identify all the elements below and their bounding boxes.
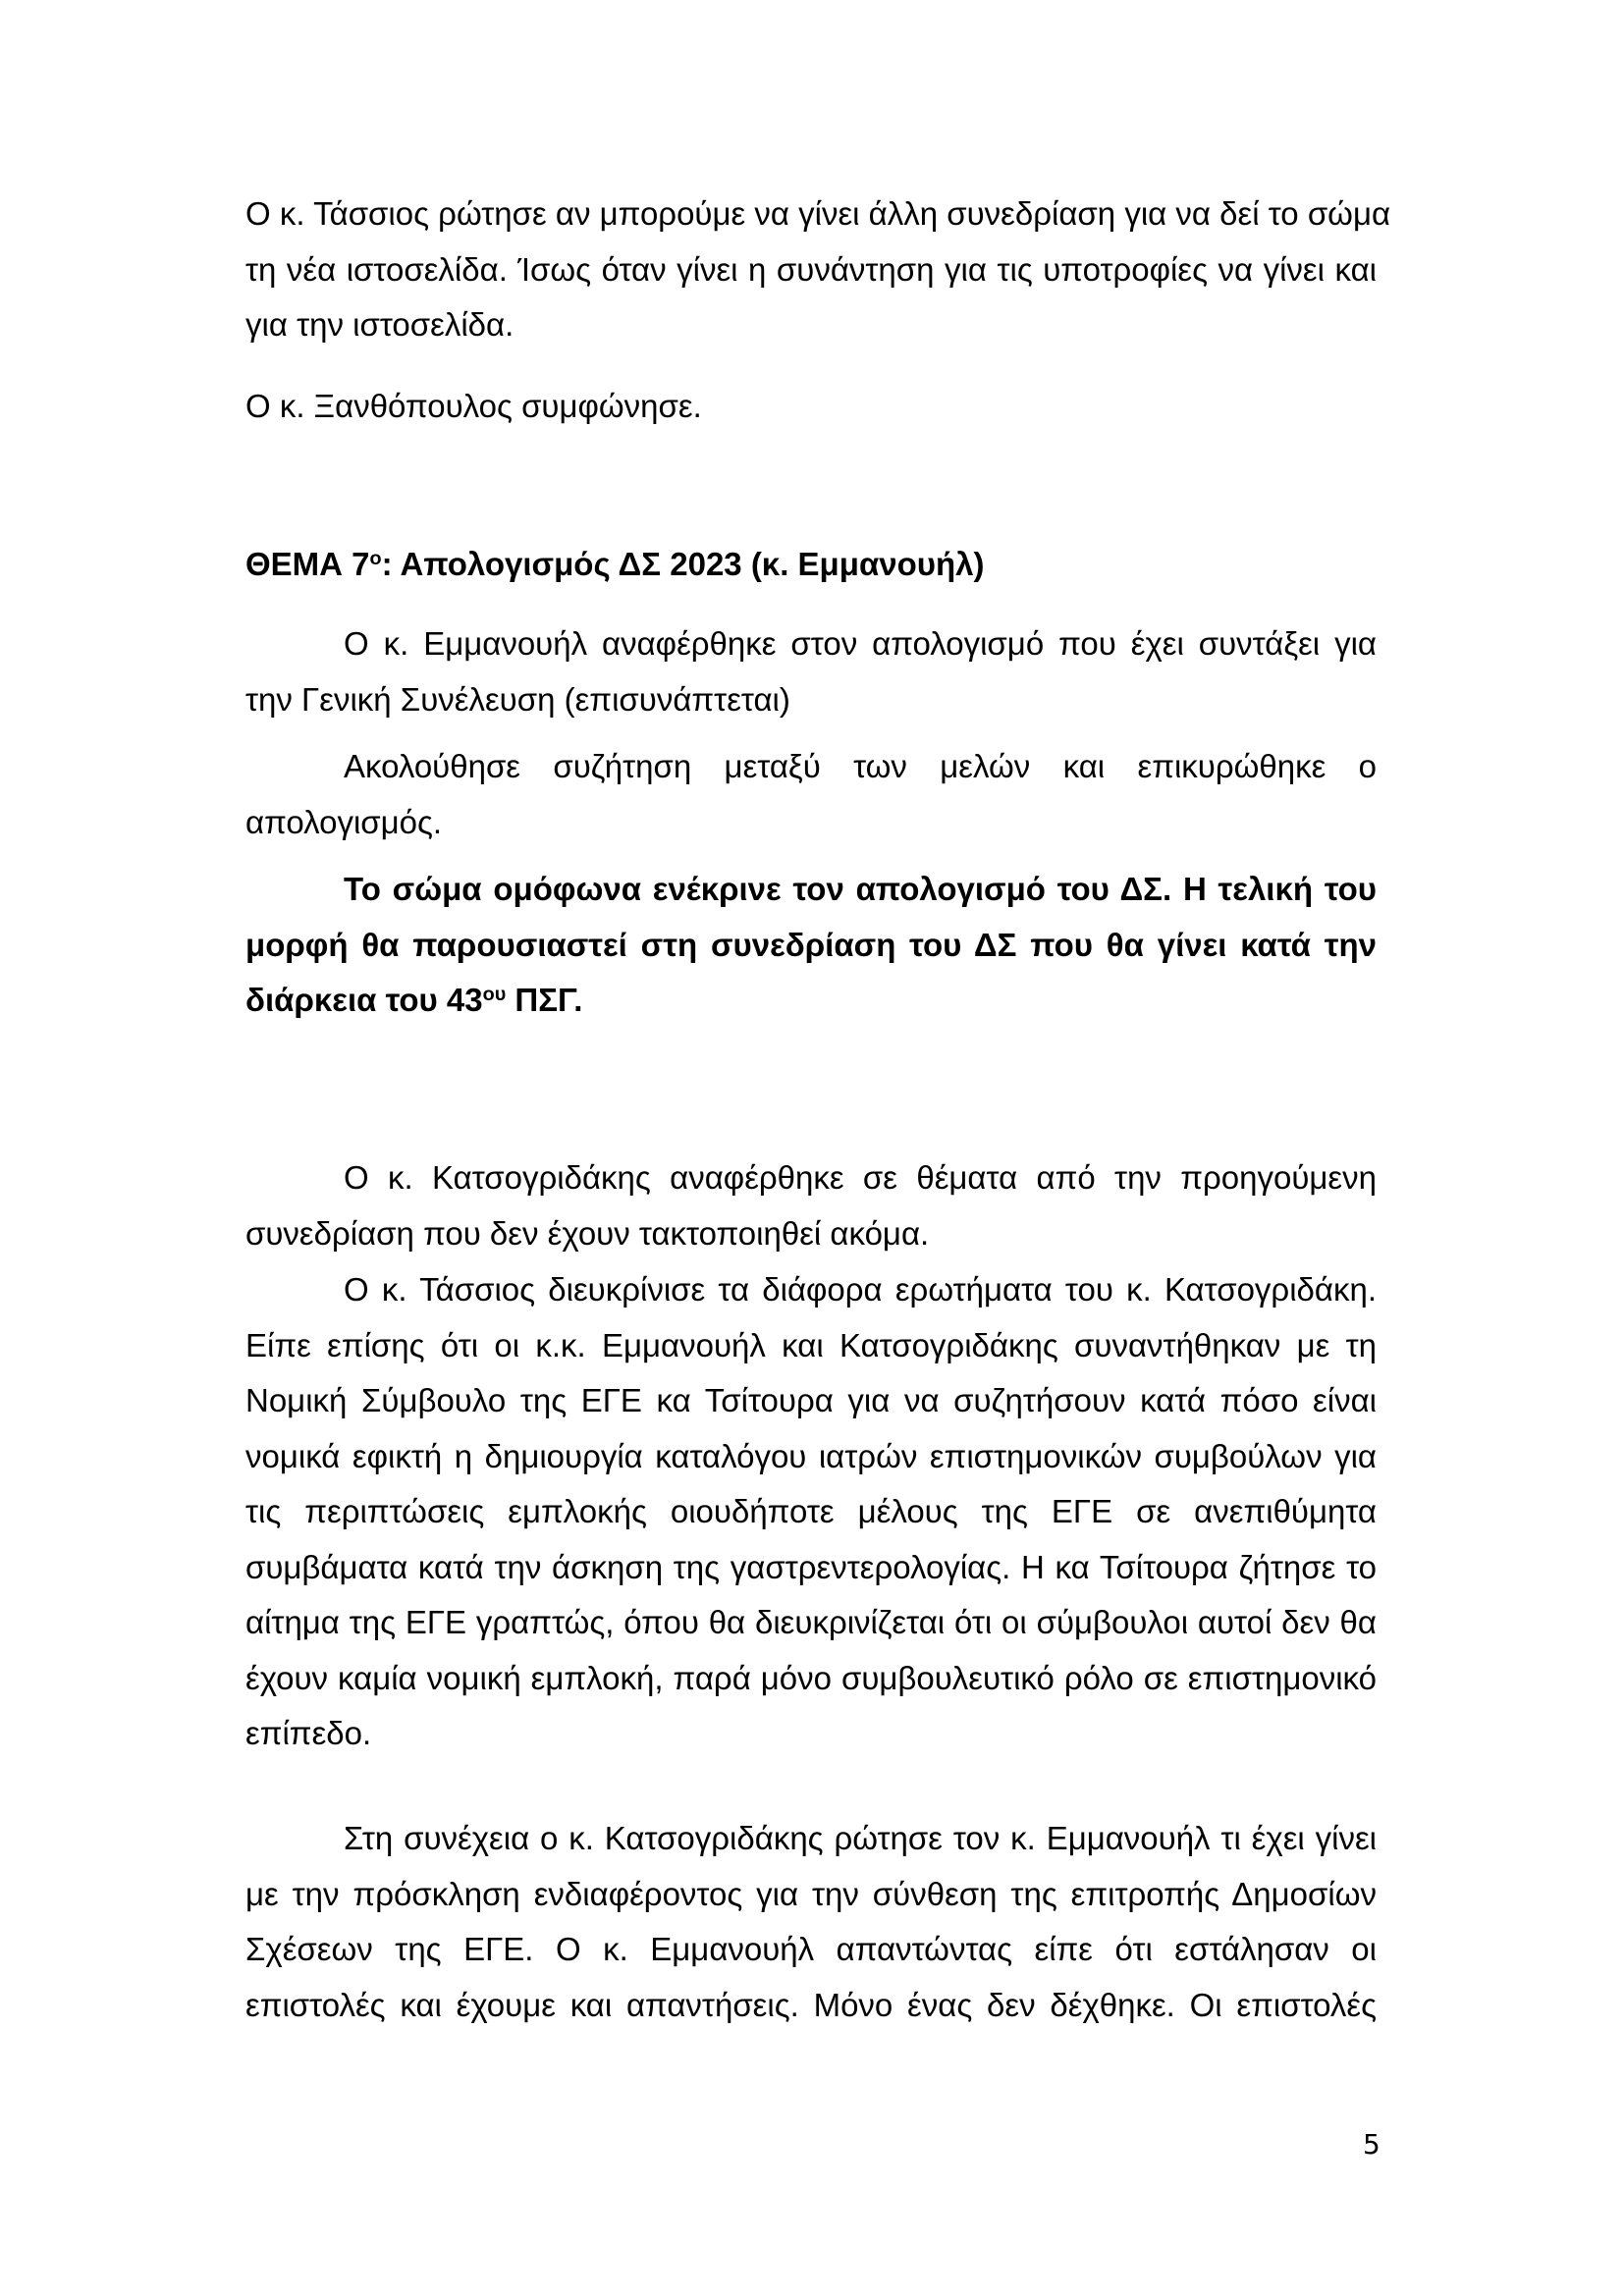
text-line: Ακολούθησε συζήτηση μεταξύ των μελών και επικυρώθηκε ο <box>344 748 1377 784</box>
paragraph-decision <box>245 862 1377 1029</box>
text-line: Στη συνέχεια ο κ. Κατσογριδάκης ρώτησε τον κ. Εμμανουήλ τι έχει γίνει <box>344 1820 1377 1856</box>
text-line: συμβάματα κατά την άσκηση της γαστρεντερολογίας. Η κα Τσίτουρα ζήτησε το <box>245 1548 1377 1585</box>
text-line: Ο κ. Εμμανουήλ αναφέρθηκε στον απολογισμό που έχει συντάξει για <box>344 625 1377 662</box>
paragraph-tassios-website <box>245 187 1391 353</box>
heading-prefix: ΘΕΜΑ 7 <box>245 546 370 582</box>
text-line: με την πρόσκληση ενδιαφέροντος για την σύνθεση της επιτροπής Δημοσίων <box>245 1875 1377 1912</box>
text-line: Νομική Σύμβουλο της ΕΓΕ κα Τσίτουρα για να συζητήσουν κατά πόσο είναι <box>245 1382 1377 1418</box>
text-line: επιστολές και έχουμε και απαντήσεις. Μόνο ένας δεν δέχθηκε. Οι επιστολές <box>245 1986 1377 2023</box>
text-line: συνεδρίαση που δεν έχουν τακτοποιηθεί ακόμα. <box>245 1214 930 1252</box>
text-line: μορφή θα παρουσιαστεί στη συνεδρίαση του ΔΣ που θα γίνει κατά την <box>245 926 1377 963</box>
text-line: την Γενική Συνέλευση (επισυνάπτεται) <box>245 680 790 718</box>
heading-title: : Απολογισμός ΔΣ 2023 (κ. Εμμανουήλ) <box>381 546 985 582</box>
paragraph-discussion <box>245 739 1377 850</box>
page-number: 5 <box>1363 2128 1380 2161</box>
text-line: Είπε επίσης ότι οι κ.κ. Εμμανουήλ και Κατσογριδάκης συναντήθηκαν με τη <box>245 1326 1377 1363</box>
paragraph-katsogridakis-pending <box>245 1150 1377 1261</box>
heading-superscript: ο <box>369 548 382 570</box>
text-line: Το σώμα ομόφωνα ενέκρινε τον απολογισμό του ΔΣ. Η τελική του <box>344 871 1377 907</box>
paragraph-pr-committee <box>245 1811 1377 2033</box>
ordinal-superscript: ου <box>482 984 507 1006</box>
section-heading <box>245 537 984 593</box>
text-line: τη νέα ιστοσελίδα. Ίσως όταν γίνει η συνάντηση για τις υποτροφίες να γίνει και <box>245 250 1377 288</box>
text-line: αίτημα της ΕΓΕ γραπτώς, όπου θα διευκρινίζεται ότι οι σύμβουλοι αυτοί δεν θα <box>245 1604 1377 1640</box>
text-line: Ο κ. Κατσογριδάκης αναφέρθηκε σε θέματα από την προηγούμενη <box>344 1159 1377 1196</box>
text-line: Ο κ. Τάσσιος διευκρίνισε τα διάφορα ερωτήματα του κ. Κατσογριδάκη. <box>344 1271 1377 1308</box>
text-line: επίπεδο. <box>245 1715 372 1751</box>
text-line: διάρκεια του $43^{o\upsilon}$ ΠΣΓ. <box>245 982 583 1018</box>
text-line: απολογισμός. <box>245 803 443 840</box>
text-line: τις περιπτώσεις εμπλοκής οιουδήποτε μέλους της ΕΓΕ σε ανεπιθύμητα <box>245 1493 1377 1529</box>
text-line: Σχέσεων της ΕΓΕ. Ο κ. Εμμανουήλ απαντώντας είπε ότι εστάλησαν οι <box>245 1931 1377 1967</box>
paragraph-xanthopoulos-agreed <box>245 379 1377 435</box>
paragraph-tassios-clarification <box>245 1262 1377 1762</box>
text-line: Ο κ. Ξανθόπουλος συμφώνησε. <box>245 388 702 424</box>
text-line: Ο κ. Τάσσιος ρώτησε αν μπορούμε να γίνει άλλη συνεδρίαση για να δεί το σώμα <box>245 195 1391 232</box>
paragraph-emmanouil-report <box>245 616 1377 727</box>
text-line: έχουν καμία νομική εμπλοκή, παρά μόνο συμβουλευτικό ρόλο σε επιστημονικό <box>245 1659 1377 1696</box>
text-line: νομικά εφικτή η δημιουργία καταλόγου ιατρών επιστημονικών συμβούλων για <box>245 1437 1377 1474</box>
text-line: για την ιστοσελίδα. <box>245 306 514 343</box>
